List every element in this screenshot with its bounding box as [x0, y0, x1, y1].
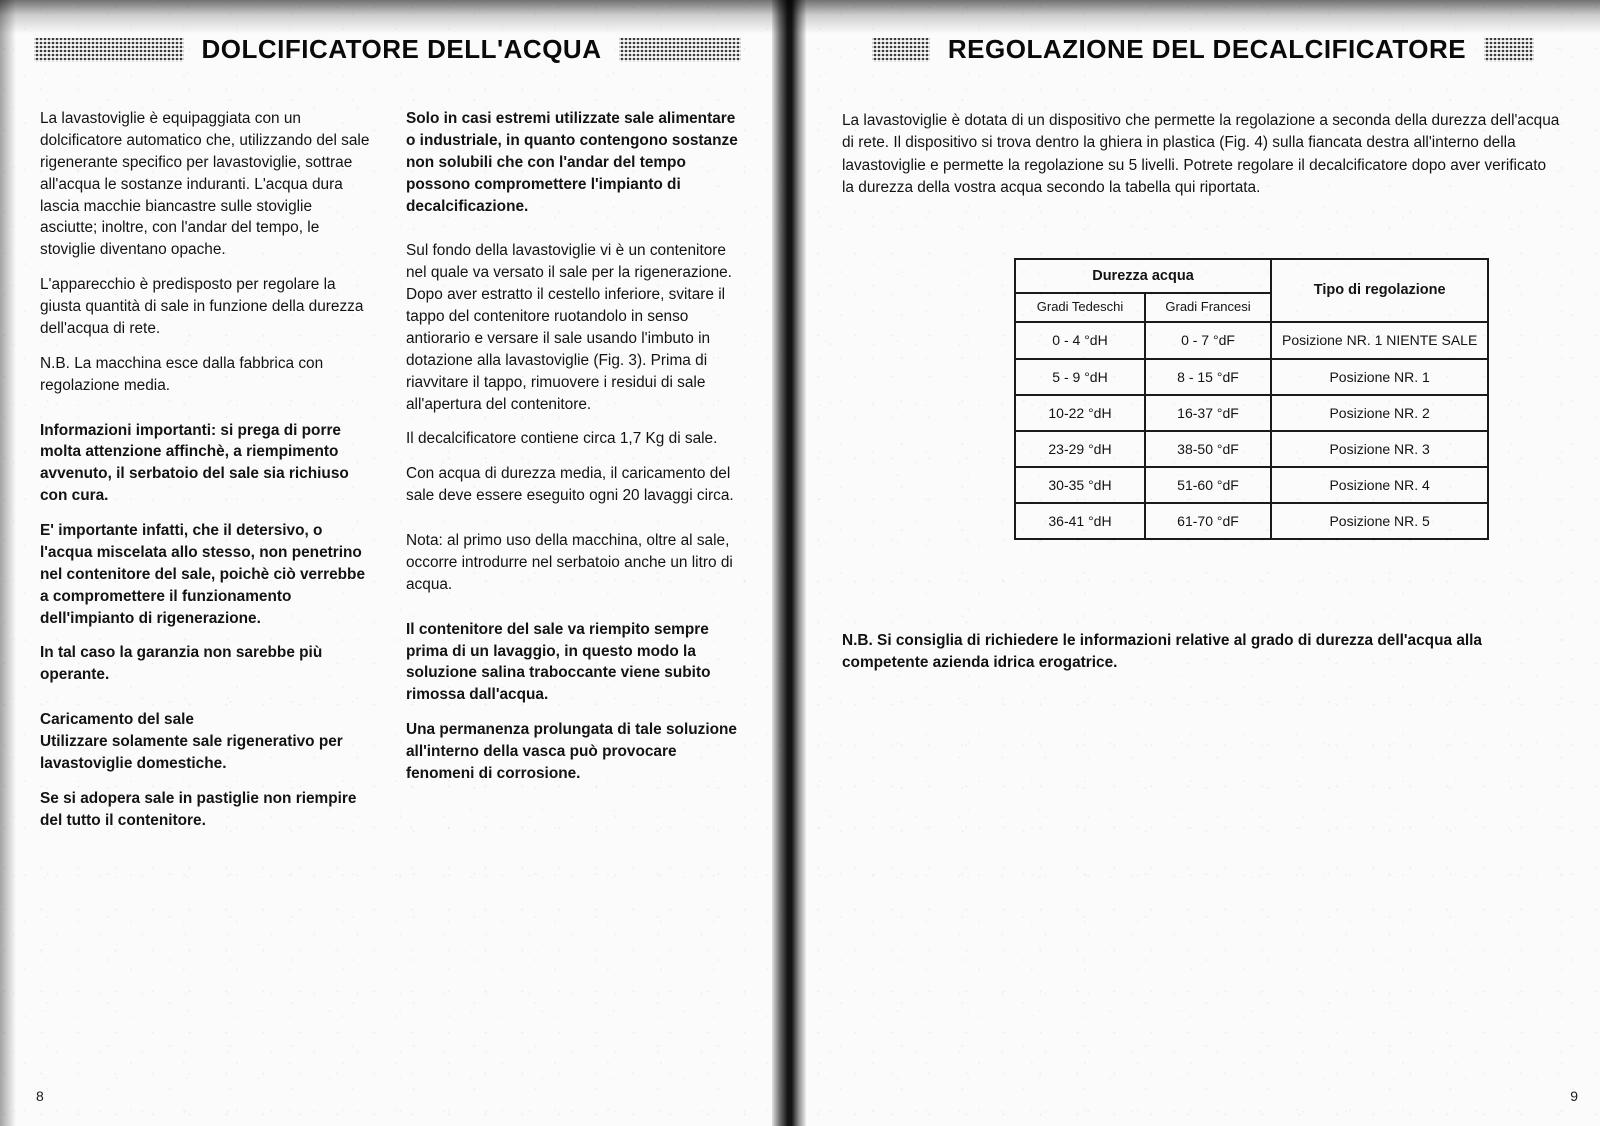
cell-gradi-francesi: 8 - 15 °dF — [1145, 359, 1271, 395]
left-page-columns — [40, 108, 747, 845]
table-row — [1015, 503, 1488, 539]
water-hardness-table — [1014, 258, 1489, 540]
left-page — [0, 0, 775, 1126]
table-row — [1015, 431, 1488, 467]
page-title: DOLCIFICATORE DELL'ACQUA — [201, 34, 602, 64]
subheading: Caricamento del sale — [40, 711, 194, 729]
cell-gradi-tedeschi: 30-35 °dH — [1015, 467, 1145, 503]
paragraph: Con acqua di durezza media, il caricamento del sale deve essere eseguito ogni 20 lavaggi circa. — [406, 465, 734, 505]
page-number: 8 — [36, 1088, 44, 1104]
paragraph-bold: Informazioni importanti: si prega di porre molta attenzione affinchè, a riempimento avvenuto, il serbatoio del sale sia richiuso con cura. — [40, 421, 349, 505]
paragraph-bold: Utilizzare solamente sale rigenerativo per lavastoviglie domestiche. — [40, 733, 343, 772]
table-header-gradi-tedeschi: Gradi Tedeschi — [1015, 293, 1145, 322]
paragraph-bold: In tal caso la garanzia non sarebbe più operante. — [40, 644, 323, 684]
cell-gradi-francesi: 61-70 °dF — [1145, 503, 1271, 539]
table-row — [1015, 359, 1488, 395]
cell-regolazione: Posizione NR. 5 — [1271, 503, 1488, 539]
paragraph-bold: Il contenitore del sale va riempito sempre prima di un lavaggio, in questo modo la soluzione salina traboccante viene subito rimossa dall'acqua. — [406, 620, 711, 704]
cell-gradi-tedeschi: 23-29 °dH — [1015, 431, 1145, 467]
table-row — [1015, 322, 1488, 359]
decorative-halftone-block-left — [34, 38, 184, 62]
right-page-heading — [806, 34, 1600, 65]
cell-gradi-francesi: 51-60 °dF — [1145, 467, 1271, 503]
paragraph: N.B. La macchina esce dalla fabbrica con regolazione media. — [40, 354, 324, 394]
cell-regolazione: Posizione NR. 1 NIENTE SALE — [1271, 322, 1488, 359]
table-header-tipo-regolazione: Tipo di regolazione — [1271, 259, 1488, 322]
table-header-gradi-francesi: Gradi Francesi — [1145, 293, 1271, 322]
decorative-halftone-block-right — [1484, 38, 1534, 62]
paragraph-bold: Solo in casi estremi utilizzate sale alimentare o industriale, in quanto contengono sostanze non solubili che con l'andar del tempo possono compromettere l'impianto di decalcificazione. — [406, 110, 738, 215]
paragraph: La lavastoviglie è dotata di un dispositivo che permette la regolazione a seconda della durezza dell'acqua di rete. Il dispositivo si trova dentro la ghiera in plastica (Fig. 4) sulla fiancata destra all'interno della lavastoviglie e permette la regolazione su 5 livelli. Potrete regolare il decalcificatore dopo aver verificato la durezza della vostra acqua secondo la tabella qui riportata. — [842, 112, 1560, 196]
cell-regolazione: Posizione NR. 3 — [1271, 431, 1488, 467]
hardness-table-wrapper — [1014, 258, 1489, 540]
table-header-row — [1015, 259, 1488, 293]
paragraph: Il decalcificatore contiene circa 1,7 Kg di sale. — [406, 430, 718, 448]
paragraph-bold: E' importante infatti, che il detersivo, o l'acqua miscelata allo stesso, non penetrino nel contenitore del sale, poichè ciò verrebbe a compromettere il funzionamento dell'impianto di rigenerazione. — [40, 522, 366, 627]
table-row — [1015, 395, 1488, 431]
decorative-halftone-block-left — [872, 38, 930, 62]
page-number: 9 — [1570, 1088, 1578, 1104]
table-row — [1015, 467, 1488, 503]
decorative-halftone-block-right — [619, 38, 741, 62]
cell-regolazione: Posizione NR. 4 — [1271, 467, 1488, 503]
page-title: REGOLAZIONE DEL DECALCIFICATORE — [947, 34, 1467, 64]
left-page-heading — [0, 34, 775, 65]
table-header-durezza-acqua: Durezza acqua — [1015, 259, 1271, 293]
cell-gradi-tedeschi: 10-22 °dH — [1015, 395, 1145, 431]
right-page — [806, 0, 1600, 1126]
cell-gradi-francesi: 38-50 °dF — [1145, 431, 1271, 467]
cell-gradi-francesi: 16-37 °dF — [1145, 395, 1271, 431]
paragraph: La lavastoviglie è equipaggiata con un dolcificatore automatico che, utilizzando del sale rigenerante specifico per lavastoviglie, sottrae all'acqua le sostanze induranti. L'acqua dura lascia macchie biancastre sulle stoviglie asciutte; inoltre, con l'andar del tempo, le stoviglie diventano opache. — [40, 110, 370, 259]
cell-regolazione: Posizione NR. 2 — [1271, 395, 1488, 431]
paragraph: L'apparecchio è predisposto per regolare la giusta quantità di sale in funzione della durezza dell'acqua di rete. — [40, 276, 364, 337]
cell-gradi-tedeschi: 0 - 4 °dH — [1015, 322, 1145, 359]
left-column-one — [40, 108, 372, 845]
paragraph: Sul fondo della lavastoviglie vi è un contenitore nel quale va versato il sale per la rigenerazione. Dopo aver estratto il cestello inferiore, svitare il tappo del contenitore ruotandolo in senso antiorario e versare il sale usando l'imbuto in dotazione alla lavastoviglie (Fig. 3). Prima di riavvitare il tappo, rimuovere i residui di sale all'apertura del contenitore. — [406, 242, 732, 413]
cell-regolazione: Posizione NR. 1 — [1271, 359, 1488, 395]
left-column-two — [406, 108, 738, 845]
paragraph-bold: Una permanenza prolungata di tale soluzione all'interno della vasca può provocare fenomeni di corrosione. — [406, 721, 737, 782]
cell-gradi-tedeschi: 5 - 9 °dH — [1015, 359, 1145, 395]
paragraph-note: Nota: al primo uso della macchina, oltre al sale, occorre introdurre nel serbatoio anche un litro di acqua. — [406, 532, 733, 593]
intro-text — [842, 110, 1562, 212]
cell-gradi-francesi: 0 - 7 °dF — [1145, 322, 1271, 359]
cell-gradi-tedeschi: 36-41 °dH — [1015, 503, 1145, 539]
paragraph-bold: Se si adopera sale in pastiglie non riempire del tutto il contenitore. — [40, 789, 357, 829]
important-note: N.B. Si consiglia di richiedere le informazioni relative al grado di durezza dell'acqua alla competente azienda idrica erogatrice. — [842, 632, 1482, 672]
